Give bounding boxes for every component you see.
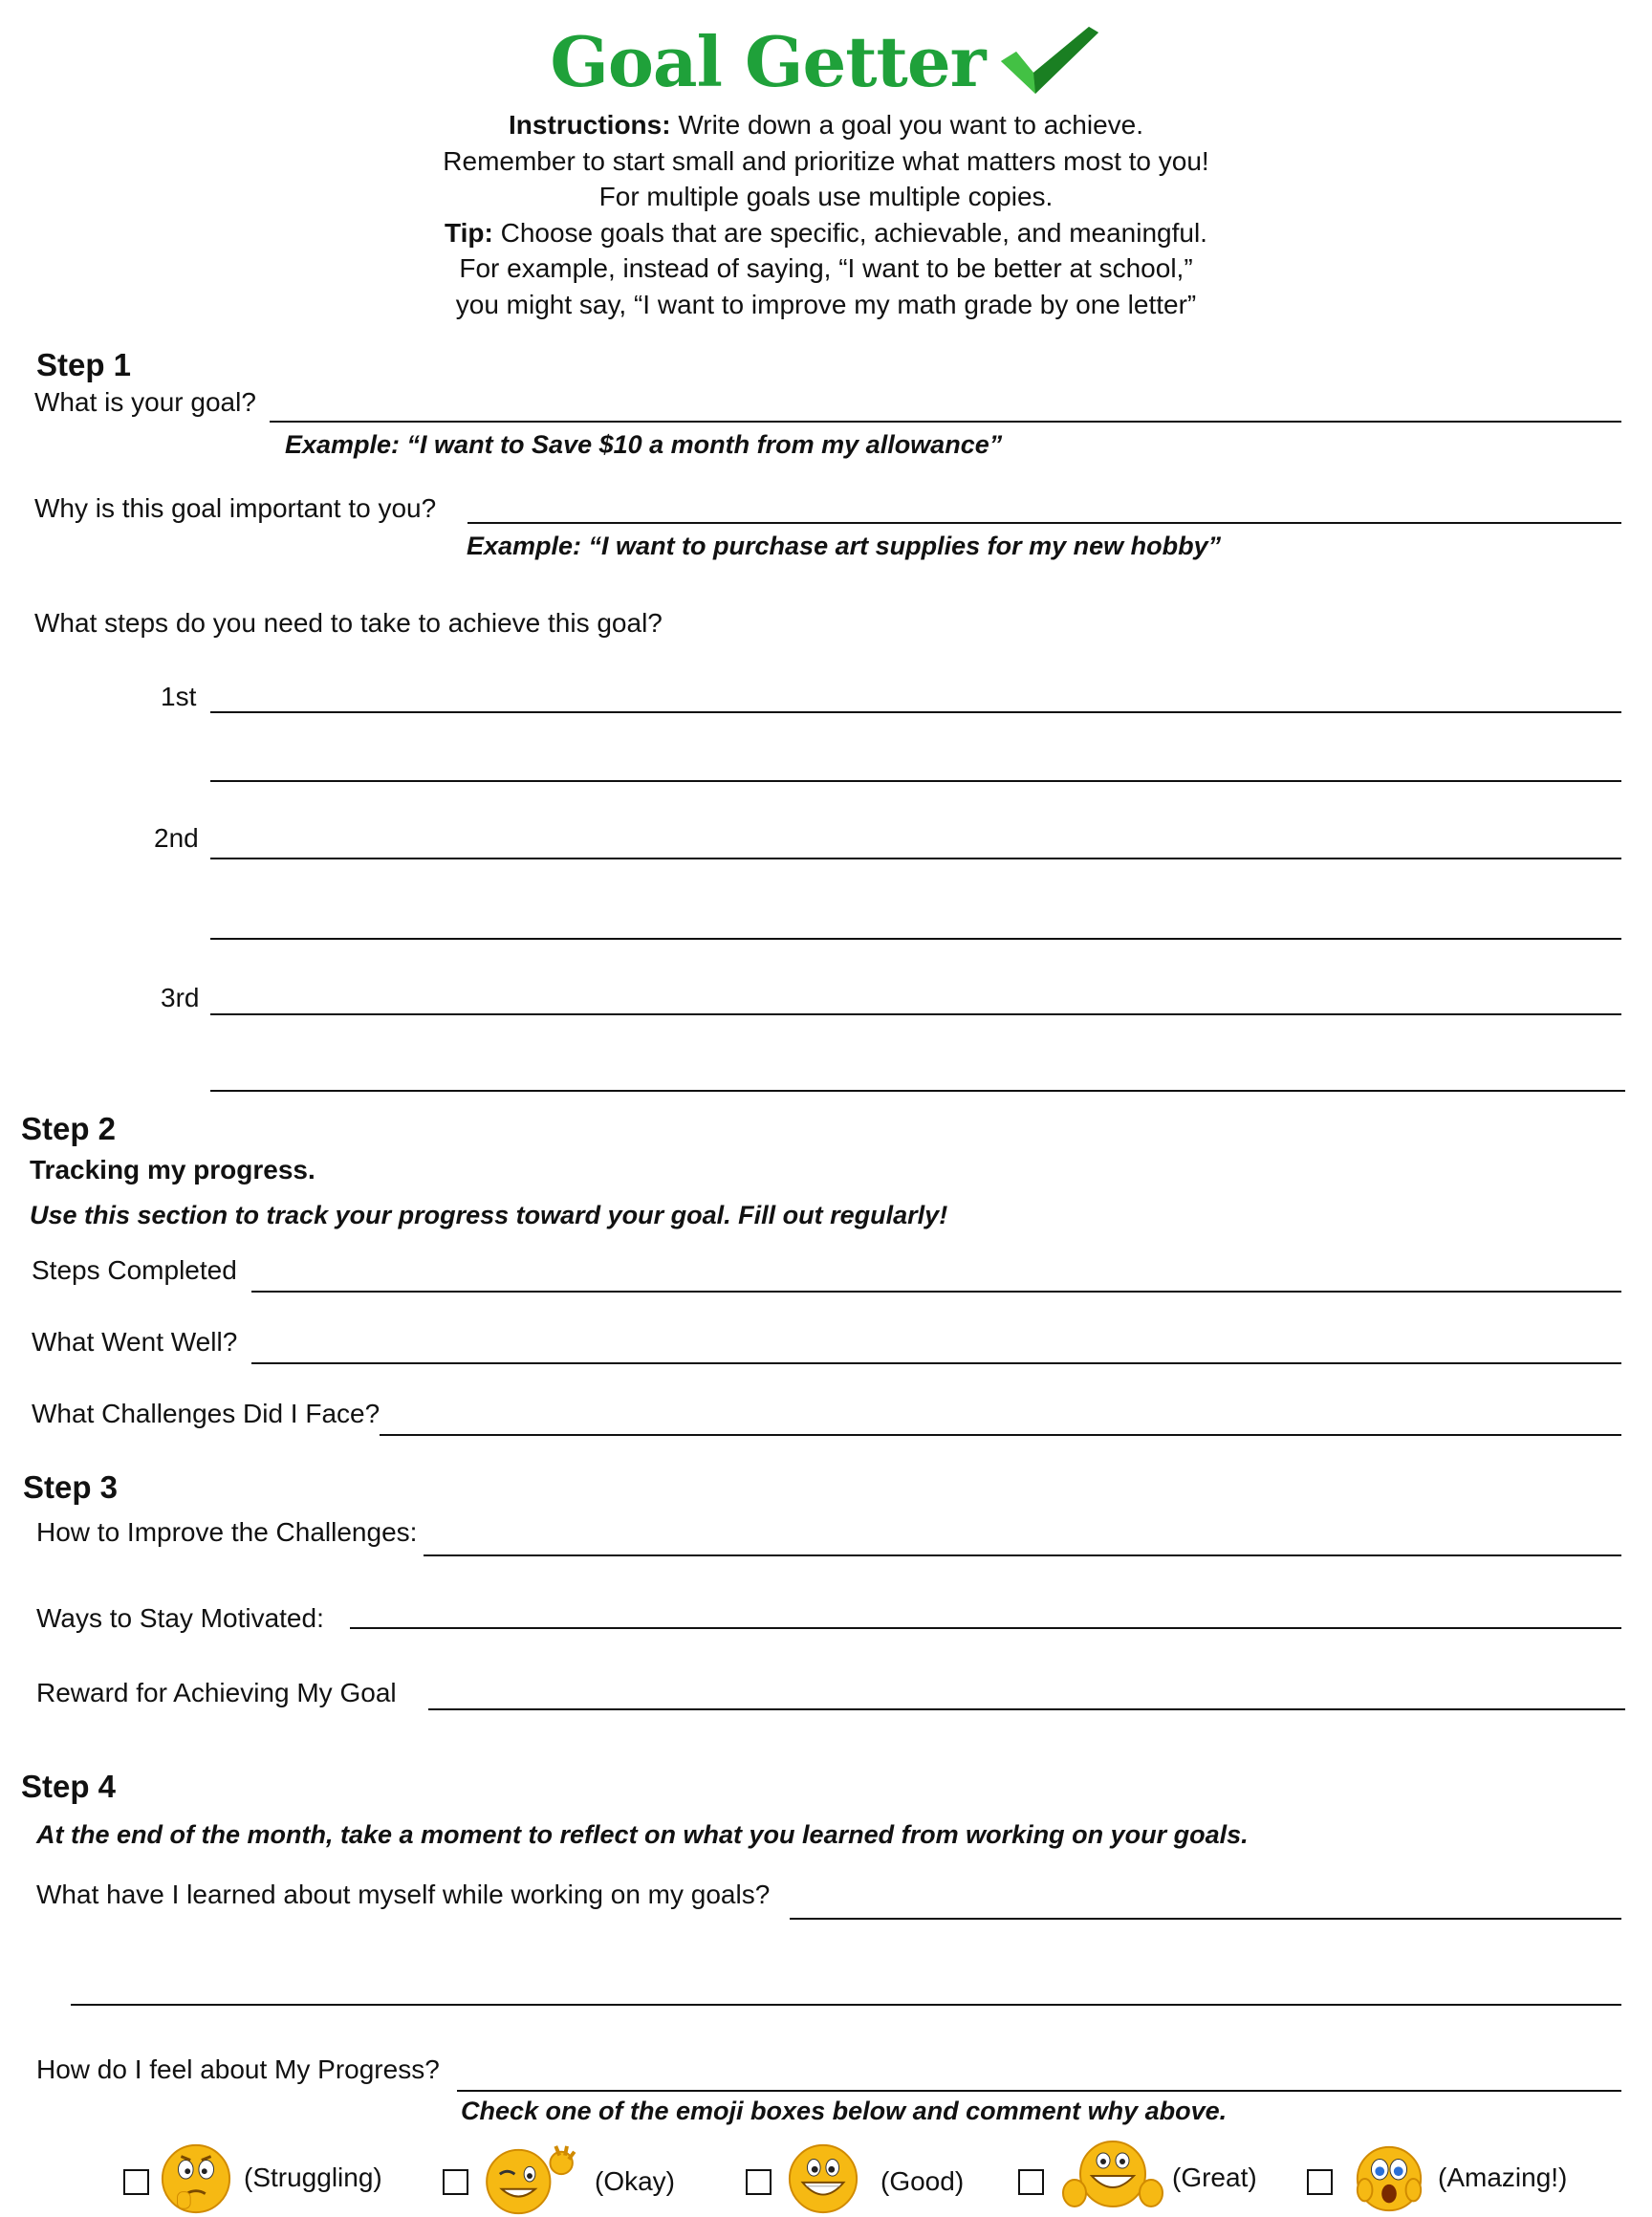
emoji-note: Check one of the emoji boxes below and comment why above. (461, 2097, 1228, 2125)
learned-line-2[interactable] (71, 2004, 1621, 2006)
goal-label: What is your goal? (34, 387, 256, 417)
checkmark-icon (995, 23, 1102, 114)
instructions (0, 107, 1652, 322)
okay-emoji-icon (481, 2142, 578, 2217)
checkbox-struggling[interactable] (123, 2169, 149, 2195)
ordinal-1st: 1st (161, 682, 197, 711)
amazing-emoji-icon (1352, 2141, 1426, 2216)
step-1st-line-2[interactable] (210, 780, 1621, 782)
went-well-label: What Went Well? (32, 1327, 238, 1357)
goal-example: Example: “I want to Save $10 a month from my allowance” (285, 430, 1003, 459)
title-text: Goal Getter (550, 21, 986, 102)
learned-label: What have I learned about myself while working on my goals? (36, 1880, 771, 1909)
instruction-line: Remember to start small and prioritize what matters most to you! (443, 145, 1209, 176)
step-3rd-line-2[interactable] (210, 1090, 1625, 1092)
step4-heading: Step 4 (21, 1769, 117, 1804)
ordinal-2nd: 2nd (154, 823, 199, 853)
reward-line[interactable] (428, 1708, 1625, 1710)
reward-label: Reward for Achieving My Goal (36, 1678, 397, 1707)
step2-heading: Step 2 (21, 1111, 117, 1146)
feel-line[interactable] (457, 2090, 1621, 2092)
challenges-line[interactable] (380, 1434, 1621, 1436)
mood-struggling-label: (Struggling) (244, 2163, 382, 2192)
step-2nd-line-2[interactable] (210, 938, 1621, 940)
step2-note: Use this section to track your progress toward your goal. Fill out regularly! (30, 1201, 948, 1229)
step1-heading: Step 1 (36, 347, 132, 382)
mood-good-label: (Good) (880, 2166, 965, 2196)
feel-label: How do I feel about My Progress? (36, 2054, 440, 2084)
why-line[interactable] (467, 522, 1621, 524)
step-1st-line[interactable] (210, 711, 1621, 713)
mood-amazing-label: (Amazing!) (1438, 2163, 1568, 2192)
great-emoji-icon (1061, 2138, 1164, 2216)
checkbox-great[interactable] (1018, 2169, 1044, 2195)
went-well-line[interactable] (251, 1362, 1621, 1364)
step2-subheading: Tracking my progress. (30, 1155, 315, 1185)
step-2nd-line[interactable] (210, 858, 1621, 859)
good-emoji-icon (786, 2141, 860, 2216)
page-title (0, 21, 1652, 114)
improve-line[interactable] (424, 1554, 1621, 1556)
steps-label: What steps do you need to take to achieve this goal? (34, 608, 663, 638)
motivated-line[interactable] (350, 1627, 1621, 1629)
struggling-emoji-icon (159, 2141, 233, 2216)
goal-line[interactable] (270, 421, 1621, 423)
improve-label: How to Improve the Challenges: (36, 1517, 418, 1547)
checkbox-amazing[interactable] (1307, 2169, 1333, 2195)
step-3rd-line[interactable] (210, 1013, 1621, 1015)
motivated-label: Ways to Stay Motivated: (36, 1603, 324, 1633)
why-label: Why is this goal important to you? (34, 493, 437, 523)
mood-great-label: (Great) (1172, 2163, 1257, 2192)
instruction-line: you might say, “I want to improve my math grade by one letter” (455, 289, 1197, 319)
instruction-line: Instructions: Write down a goal you want to achieve. (509, 110, 1143, 140)
checkbox-good[interactable] (746, 2169, 772, 2195)
step4-note: At the end of the month, take a moment to reflect on what you learned from working on your goals. (36, 1820, 1249, 1849)
learned-line[interactable] (790, 1918, 1621, 1920)
checkbox-okay[interactable] (443, 2169, 468, 2195)
mood-okay-label: (Okay) (595, 2166, 675, 2196)
instruction-line: Tip: Choose goals that are specific, achievable, and meaningful. (445, 217, 1207, 248)
instruction-line: For example, instead of saying, “I want to be better at school,” (459, 253, 1193, 283)
why-example: Example: “I want to purchase art supplies for my new hobby” (467, 532, 1222, 560)
completed-line[interactable] (251, 1291, 1621, 1293)
step3-heading: Step 3 (23, 1469, 119, 1505)
ordinal-3rd: 3rd (161, 983, 200, 1012)
instruction-line: For multiple goals use multiple copies. (598, 182, 1054, 211)
completed-label: Steps Completed (32, 1255, 237, 1285)
challenges-label: What Challenges Did I Face? (32, 1399, 380, 1428)
